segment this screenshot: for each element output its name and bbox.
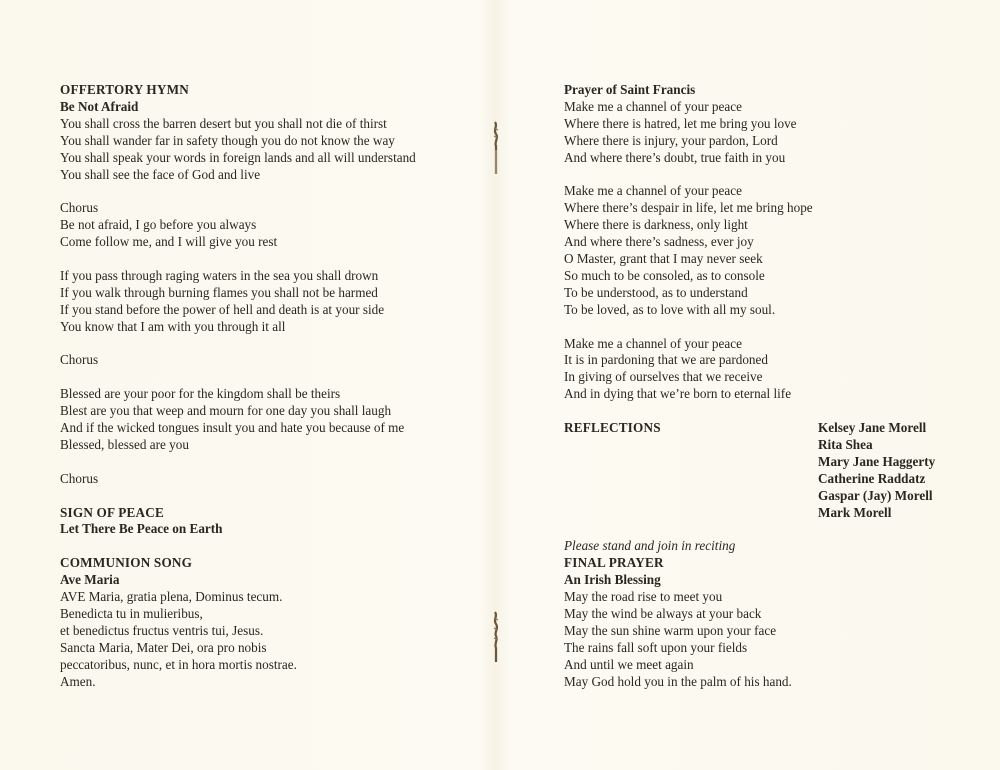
reflection-reader: Gaspar (Jay) Morell <box>818 487 933 503</box>
final-instruction: Please stand and join in reciting <box>564 538 736 554</box>
verse-line: Blessed are your poor for the kingdom shall be theirs <box>60 386 341 402</box>
reflection-reader: Rita Shea <box>818 436 873 452</box>
reflections-names <box>818 420 935 521</box>
verse-line: You know that I am with you through it all <box>60 318 286 334</box>
blessing-line: May the road rise to meet you <box>564 589 723 605</box>
final-prayer-title: FINAL PRAYER <box>564 555 664 571</box>
reflection-reader: Kelsey Jane Morell <box>818 420 927 436</box>
verse-line: You shall speak your words in foreign lands and all will understand <box>60 149 416 165</box>
francis-title: Prayer of Saint Francis <box>564 82 696 97</box>
verse-line: If you stand before the power of hell and death is at your side <box>60 301 385 317</box>
offertory-title: OFFERTORY HYMN <box>60 82 189 97</box>
blessing-line: May the sun shine warm upon your face <box>564 622 777 638</box>
prayer-line: And where there’s doubt, true faith in you <box>564 149 786 165</box>
bottom-staple <box>489 610 503 666</box>
communion-line: Amen. <box>60 673 96 689</box>
verse-line: Blest are you that weep and mourn for one day you shall laugh <box>60 403 392 419</box>
blessing-line: And until we meet again <box>564 656 694 672</box>
blessing-line: May God hold you in the palm of his hand. <box>564 673 792 689</box>
prayer-line: And in dying that we’re born to eternal life <box>564 386 792 402</box>
prayer-line: Make me a channel of your peace <box>564 183 742 199</box>
verse-line: If you pass through raging waters in the sea you shall drown <box>60 267 379 283</box>
left-column <box>60 82 470 691</box>
prayer-line: To be understood, as to understand <box>564 284 748 300</box>
prayer-line: To be loved, as to love with all my soul. <box>564 301 776 317</box>
reflection-reader: Catherine Raddatz <box>818 470 926 486</box>
verse-line: You shall see the face of God and live <box>60 166 261 182</box>
communion-line: Sancta Maria, Mater Dei, ora pro nobis <box>60 639 267 655</box>
verse-line: If you walk through burning flames you shall not be harmed <box>60 284 378 300</box>
prayer-line: Make me a channel of your peace <box>564 98 742 114</box>
right-column <box>564 82 964 691</box>
prayer-line: Make me a channel of your peace <box>564 335 742 351</box>
reflections-section <box>564 420 964 521</box>
chorus-line: Be not afraid, I go before you always <box>60 217 257 233</box>
communion-line: Benedicta tu in mulieribus, <box>60 605 203 621</box>
communion-title: COMMUNION SONG <box>60 555 193 571</box>
top-staple <box>489 120 503 178</box>
chorus-label: Chorus <box>60 200 99 216</box>
chorus-label: Chorus <box>60 470 99 486</box>
prayer-line: Where there is injury, your pardon, Lord <box>564 132 778 148</box>
sign-of-peace-title: SIGN OF PEACE <box>60 504 164 520</box>
verse-line: Blessed, blessed are you <box>60 436 189 452</box>
reflections-title: REFLECTIONS <box>564 420 661 436</box>
verse-line: You shall cross the barren desert but you shall not die of thirst <box>60 115 387 131</box>
communion-line: peccatoribus, nunc, et in hora mortis nostrae. <box>60 656 297 672</box>
chorus-label: Chorus <box>60 352 99 368</box>
prayer-line: So much to be consoled, as to console <box>564 267 765 283</box>
blessing-line: May the wind be always at your back <box>564 605 762 621</box>
prayer-line: O Master, grant that I may never seek <box>564 251 763 267</box>
verse-line: And if the wicked tongues insult you and hate you because of me <box>60 420 405 436</box>
sign-of-peace-song: Let There Be Peace on Earth <box>60 521 223 537</box>
reflection-reader: Mary Jane Haggerty <box>818 453 936 469</box>
prayer-line: In giving of ourselves that we receive <box>564 369 763 385</box>
reflection-reader: Mark Morell <box>818 504 892 520</box>
final-prayer-subtitle: An Irish Blessing <box>564 572 661 588</box>
prayer-line: And where there’s sadness, ever joy <box>564 234 754 250</box>
chorus-line: Come follow me, and I will give you rest <box>60 234 278 250</box>
communion-line: et benedictus fructus ventris tui, Jesus. <box>60 622 264 638</box>
prayer-line: It is in pardoning that we are pardoned <box>564 352 768 368</box>
prayer-line: Where there is darkness, only light <box>564 217 748 233</box>
blessing-line: The rains fall soft upon your fields <box>564 639 748 655</box>
prayer-line: Where there’s despair in life, let me bring hope <box>564 200 813 216</box>
verse-line: You shall wander far in safety though you do not know the way <box>60 132 395 148</box>
prayer-line: Where there is hatred, let me bring you love <box>564 115 797 131</box>
communion-line: AVE Maria, gratia plena, Dominus tecum. <box>60 589 283 605</box>
communion-song-name: Ave Maria <box>60 572 120 588</box>
offertory-hymn-name: Be Not Afraid <box>60 98 139 114</box>
